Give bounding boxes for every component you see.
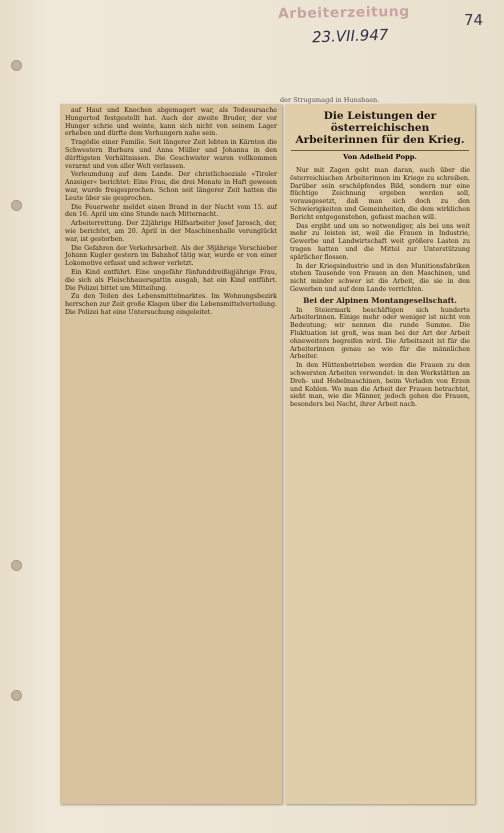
paragraph: Zu den Teilen des Lebensmittelmarktes. Im Wohnungsbezirk herrschen zur Zeit große Klagen über die Lebensmittelverteilung. Die Polizei hat eine Untersuchung eingeleitet.: [65, 293, 277, 316]
page-number: 74: [464, 11, 484, 29]
left-newspaper-clipping: [60, 104, 282, 804]
paragraph: In den Hüttenbetrieben werden die Frauen zu den schwersten Arbeiten verwendet: in den Werkstätten an Dreh- und Hobelmaschinen, beim Verladen von Erzen und Kohlen. Wo man die Arbeit der Frauen betrachtet, sieht man, wie die Männer, jedoch gehen die Frauen, besonders bei Nacht, ihrer Arbeit nach.: [290, 362, 470, 409]
paragraph: Ein Kind entführt. Eine ungefähr fünfunddreißigjährige Frau, die sich als Fleischhauersgattin ausgab, hat ein Kind entführt. Die Polizei bittet um Mitteilung.: [65, 268, 277, 292]
paragraph: In der Kriegsindustrie und in den Munitionsfabriken stehen Tausende von Frauen an den Maschinen, und nicht minder schwer ist die Arbeit, die sie in den Gewerben und auf dem Lande verrichten.: [290, 262, 470, 293]
paragraph: Das ergibt und um so notwendiger, als bei uns weit mehr zu leisten ist, weil die Frauen in Industrie, Gewerbe und Landwirtschaft weit größere Lasten zu tragen hatten und die Mittel zur Unterstützung spärlicher flossen.: [290, 222, 470, 261]
punch-hole: [11, 560, 22, 571]
right-newspaper-clipping: [285, 104, 475, 804]
right-clipping-text: [285, 164, 475, 413]
paragraph: Die Gefahren der Verkehrsarbeit. Als der 38jährige Verschieber Johann Kugler gestern im Bahnhof tätig war, wurde er von einer Lokomotive erfasst und schwer verletzt.: [65, 244, 277, 268]
punch-hole: [11, 200, 22, 211]
left-clipping-text: [60, 104, 282, 321]
punch-hole: [11, 60, 22, 71]
punch-hole: [11, 690, 22, 701]
divider: [291, 150, 469, 151]
paragraph: Tragödie einer Familie. Seit längerer Zeit lebten in Kärnten die Schwestern Barbara und Anna Müller und Johanna in den dürftigsten Verhältnissen. Die Geschwister waren vollkommen verarmt und von aller Welt verlassen.: [65, 139, 277, 170]
article-subheading: Bei der Alpinen Montangesellschaft.: [303, 295, 457, 305]
newspaper-stamp: Arbeiterzeitung: [277, 3, 410, 23]
article-headline: Die Leistungen der österreichischen Arbeiterinnen für den Krieg.: [295, 110, 465, 146]
paragraph: Verleumdung auf dem Lande. Der christlichsoziale »Tiroler Anzeiger« berichtet: Eine Frau, die drei Monate in Haft gewesen war, wurde freigesprochen. Schon seit längerer Zeit hatten die Leute über sie gesprochen.: [65, 171, 277, 202]
clipping-edge-strip: der Strugsmagd in Hunsbaen.: [280, 96, 380, 104]
handwritten-date: 23.VII.947: [311, 25, 389, 47]
paragraph: Arbeiterrettung. Der 22jährige Hilfsarbeiter Josef Jarosch, der, wie berichtet, am 20. April in der Maschinenhalle verunglückt war, ist gestorben.: [65, 220, 277, 243]
article-byline: Von Adelheid Popp.: [343, 153, 417, 161]
paragraph: In Steiermark beschäftigen sich hunderte Arbeiterinnen. Einige mehr oder weniger ist nicht von Bedeutung; wir nennen die runde Summe. Die Fluktuation ist groß, was man bei der Art der Arbeit ohneweiters begreifen wird. Die Arbeitszeit ist für die Arbeiterinnen genau so wie für die männlichen Arbeiter.: [290, 306, 470, 361]
paragraph: auf Haut und Knochen abgemagert war, als Todesursache Hungertod festgestellt hat. Auch der zweite Bruder, der vor Hunger schrie und weinte, kann sich nicht von seinem Lager erheben und dürfte dem Verhungern nahe sein.: [65, 107, 277, 138]
paragraph: Die Feuerwehr meldet einen Brand in der Nacht vom 15. auf den 16. April um eine Stunde nach Mitternacht.: [65, 203, 277, 219]
paragraph: Nur mit Zagen geht man daran, auch über die österreichischen Arbeiterinnen im Kriege zu schreiben. Darüber sein erschöpfendes Bild, sondern nur eine flüchtige Zeichnung ergeben werden soll, vorausgesetzt, daß man sich doch zu den Schwierigkeiten und Gemeinheiten, die dem wirklichen Bericht entgegenstehen, gefasst machen will.: [290, 167, 470, 221]
